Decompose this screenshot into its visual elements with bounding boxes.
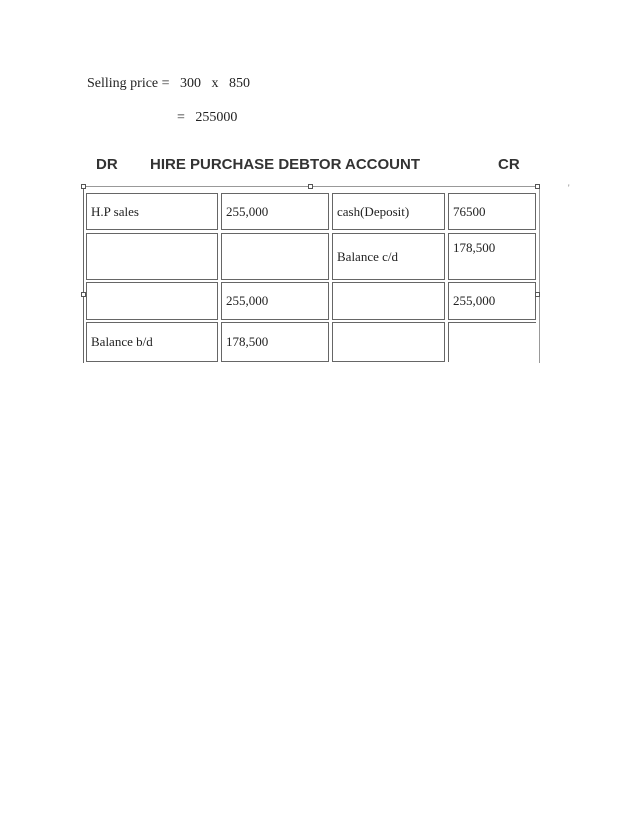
debit-label: DR bbox=[96, 156, 118, 173]
table-cell bbox=[332, 282, 445, 320]
selling-price-line: Selling price = 300 x 850 bbox=[87, 76, 251, 91]
resize-handle[interactable] bbox=[535, 184, 540, 189]
resize-handle[interactable] bbox=[81, 184, 86, 189]
table-cell: cash(Deposit) bbox=[332, 193, 445, 230]
table-cell: 178,500 bbox=[448, 233, 536, 280]
table-cell bbox=[221, 233, 329, 280]
table-cell: Balance c/d bbox=[332, 233, 445, 280]
table-cell: 178,500 bbox=[221, 322, 329, 362]
table-cell: 255,000 bbox=[221, 282, 329, 320]
resize-handle[interactable] bbox=[535, 292, 540, 297]
resize-handle[interactable] bbox=[308, 184, 313, 189]
table-cell bbox=[86, 282, 218, 320]
table-cell bbox=[86, 233, 218, 280]
table-cell: 255,000 bbox=[448, 282, 536, 320]
table-cell: 255,000 bbox=[221, 193, 329, 230]
credit-label: CR bbox=[498, 156, 520, 173]
table-cell: Balance b/d bbox=[86, 322, 218, 362]
table-cell: H.P sales bbox=[86, 193, 218, 230]
account-header bbox=[84, 156, 534, 176]
stray-mark: ' bbox=[568, 183, 570, 193]
table-cell bbox=[448, 322, 536, 362]
account-title: HIRE PURCHASE DEBTOR ACCOUNT bbox=[150, 156, 421, 173]
ledger-table bbox=[83, 186, 540, 363]
table-cell: 76500 bbox=[448, 193, 536, 230]
table-cell bbox=[332, 322, 445, 362]
selling-price-result: = 255000 bbox=[177, 110, 238, 125]
resize-handle[interactable] bbox=[81, 292, 86, 297]
